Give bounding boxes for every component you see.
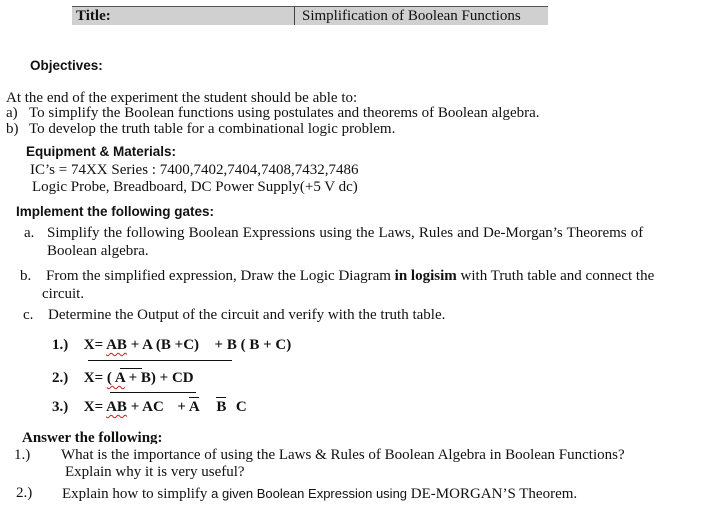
implement-b-logisim: in logisim [394,268,457,284]
answer-1-marker: 1.) [14,447,31,463]
objective-b-text: To develop the truth table for a combinational logic problem. [29,121,396,137]
expression-1-term-2: + A (B +C) [130,337,200,353]
expression-2-underline [110,392,196,393]
implement-b-line1-pre: From the simplified expression, Draw the Logic Diagram [46,268,395,284]
implement-b-marker: b. [20,268,32,284]
implement-heading: Implement the following gates: [16,204,215,219]
expression-3-b-bar: B [216,399,227,415]
objective-a-text: To simplify the Boolean functions using postulates and theorems of Boolean algebra. [29,105,540,121]
answer-1-line2: Explain why it is very useful? [65,464,245,480]
expression-2-number: 2.) [52,370,69,386]
expression-2-overbar-a [120,368,142,369]
expression-3-c: C [235,399,247,415]
expression-1-eq: = [94,337,104,353]
implement-b-line1-post: with Truth table and connect the [456,268,655,284]
answer-2-post: DE-MORGAN’S Theorem. [407,486,578,502]
objective-a-marker: a) [6,105,18,121]
expression-1-term-ab: AB [106,337,127,353]
equipment-line-tools: Logic Probe, Breadboard, DC Power Supply(+5 V dc) [32,179,358,195]
answer-heading: Answer the following: [22,430,163,444]
expression-2-term-2: + B) [128,370,156,386]
expression-1-lhs: X [83,337,95,353]
objectives-intro: At the end of the experiment the student should be able to: [6,90,358,106]
expression-2-term-1: ( A [106,370,125,386]
expression-2-lhs: X [83,370,95,386]
expression-2-eq: = [94,370,104,386]
answer-2-mid: a given Boolean Expression using [211,486,408,501]
objective-b-marker: b) [6,121,19,137]
answer-2-pre: Explain how to simplify [62,486,212,502]
expression-1-term-3: + B ( B + C) [214,337,292,353]
implement-b-line2: circuit. [42,286,85,302]
implement-a-line1: Simplify the following Boolean Expressions using the Laws, Rules and De-Morgan’s Theorems of [47,225,644,241]
expression-2-term-3: + CD [159,370,194,386]
expression-3-eq: = [94,399,104,415]
expression-2 [52,370,194,387]
expression-3-lhs: X [83,399,95,415]
title-value: Simplification of Boolean Functions [302,8,521,24]
implement-a-marker: a. [24,225,35,241]
answer-1-line1: What is the importance of using the Laws & Rules of Boolean Algebra in Boolean Functions? [61,447,625,463]
objectives-heading: Objectives: [30,58,103,73]
expression-3-a-bar: A [188,399,199,415]
implement-c-line1: Determine the Output of the circuit and verify with the truth table. [48,307,446,323]
expression-1-number: 1.) [52,337,69,353]
answer-2-text [62,485,577,503]
equipment-line-ics: IC’s = 74XX Series : 7400,7402,7404,7408,7432,7486 [30,162,359,178]
title-divider [294,7,295,25]
implement-c-marker: c. [23,307,34,323]
expression-3-term-ab: AB [106,399,127,415]
expression-1 [52,337,291,354]
expression-3-plus: + [177,399,186,415]
implement-a-line2: Boolean algebra. [47,243,149,259]
expression-3-term-ac: + AC [130,399,164,415]
answer-2-marker: 2.) [16,485,33,501]
implement-b-line1 [46,268,654,285]
title-bar [72,6,548,25]
title-label: Title: [76,8,111,24]
expression-1-overbar-line [88,360,232,361]
expression-3 [52,399,247,416]
expression-3-number: 3.) [52,399,69,415]
equipment-heading: Equipment & Materials: [26,144,177,159]
